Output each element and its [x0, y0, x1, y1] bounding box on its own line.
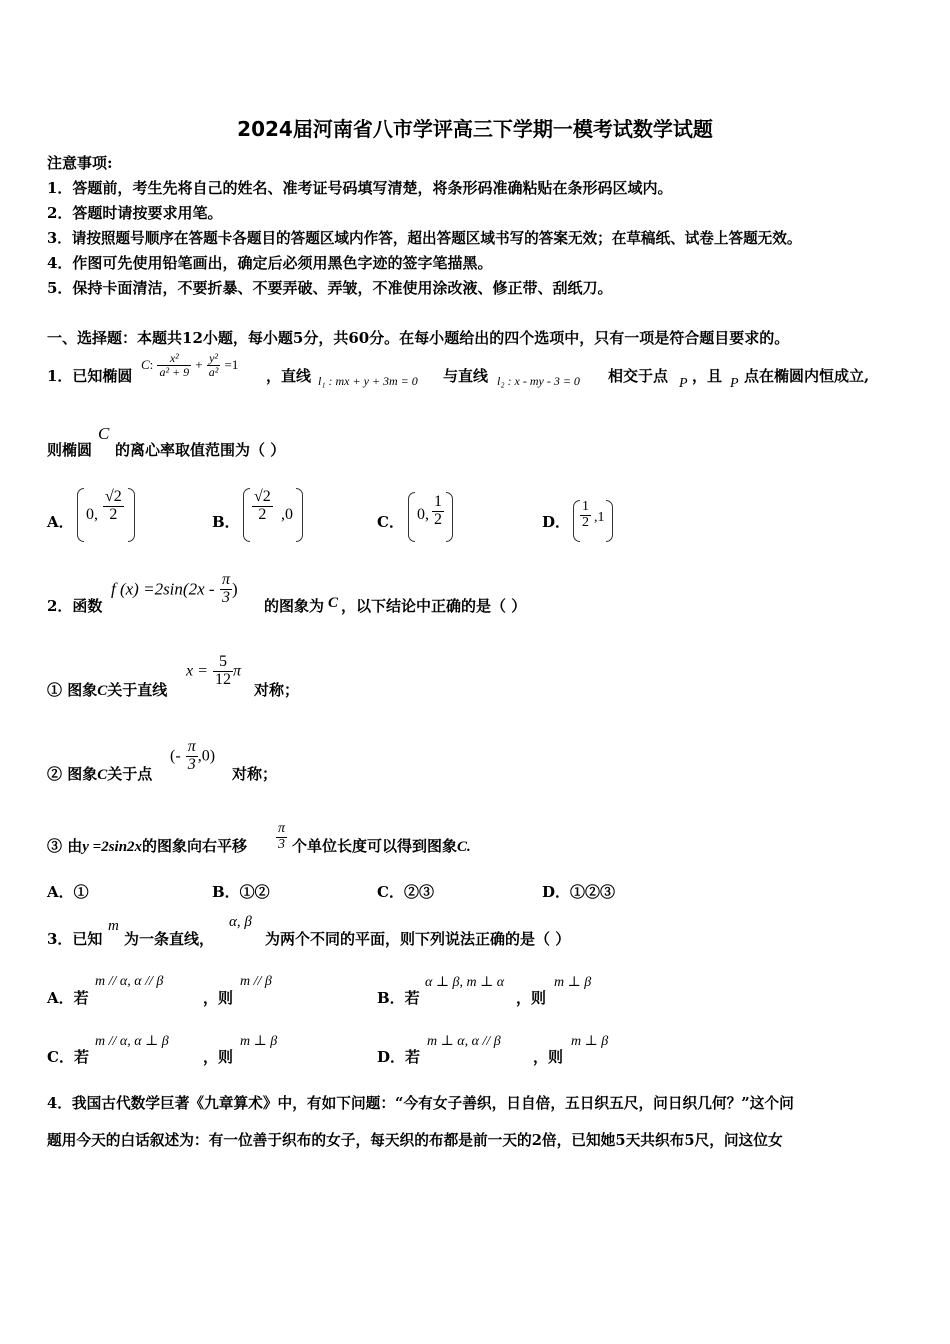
notes-heading: 注意事项: [47, 154, 113, 172]
q2-statement-2: ② 图象C关于点 [47, 765, 153, 783]
q1-option-c-right-paren [446, 492, 453, 542]
q3-option-b-result: m ⊥ β [554, 975, 592, 990]
q3-option-d-condition: m ⊥ α, α // β [427, 1034, 501, 1049]
note-item: 2．答题时请按要求用笔。 [47, 204, 223, 222]
q2-statement-2-formula: (- $\frac{\pi}{3}$ ,0) [170, 738, 216, 773]
q3-option-d-label: D．若 [377, 1048, 421, 1066]
q1-option-b-label: B． [212, 513, 240, 531]
q3-option-c-result: m ⊥ β [240, 1034, 278, 1049]
q1-option-d-right-paren [606, 500, 613, 542]
q3-option-a-label: A．若 [47, 989, 89, 1007]
q3-option-b-label: B．若 [377, 989, 420, 1007]
q3-text: 3．已知 [47, 930, 103, 948]
q3-option-c-then: ，则 [203, 1048, 234, 1066]
q1-line1-formula: l₁ : mx + y + 3m = 0 [318, 374, 418, 388]
q1-text: ，且 [692, 367, 723, 385]
page-title: 2024届河南省八市学评高三下学期一模考试数学试题 [237, 117, 713, 141]
q2-function-formula: f (x) =2sin(2x - $\frac{\pi}{3}$ ) [111, 571, 238, 606]
q1-c: C [98, 424, 110, 443]
q3-option-d-result: m ⊥ β [571, 1034, 609, 1049]
q1-option-a-right-bracket [128, 488, 135, 542]
q2-option-a: A．① [47, 883, 89, 901]
q2-text: 的图象为 [264, 597, 325, 615]
q3-option-a-then: ，则 [203, 989, 234, 1007]
q1-option-a-fraction: $\frac{√2}{2}$ [105, 488, 122, 523]
q3-option-d-then: ，则 [533, 1048, 564, 1066]
q2-statement-3-fraction: $\frac{\pi}{3}$ [278, 821, 286, 852]
q3-text: 为两个不同的平面，则下列说法正确的是（ ） [265, 930, 571, 948]
q2-statement-2-tail: 对称； [232, 765, 278, 783]
q1-option-a-zero: 0, [86, 506, 98, 523]
note-item: 1．答题前，考生先将自己的姓名、准考证号码填写清楚，将条形码准确粘贴在条形码区域内。 [47, 179, 673, 197]
q1-text: 1．已知椭圆 [47, 367, 133, 385]
q1-point-p: P [679, 376, 688, 391]
q1-text: 的离心率取值范围为（ ） [115, 441, 286, 459]
q1-ellipse-formula: C: $\frac{\text{x²}}{\text{a² + 9}}$ + $\frac{\text{y²}}{\text{a²}}$ =1 [141, 351, 239, 379]
section-heading: 一、选择题：本题共12小题，每小题5分，共60分。在每小题给出的四个选项中，只有一项是符合题目要求的。 [47, 329, 790, 347]
q2-statement-3-tail: 个单位长度可以得到图象C. [292, 837, 471, 855]
q1-text: 点在椭圆内恒成立, [744, 367, 870, 385]
q1-option-b-fraction: $\frac{√2}{2}$ [254, 488, 271, 523]
q3-option-c-condition: m // α, α ⊥ β [95, 1034, 169, 1049]
q1-option-d-left-paren [573, 500, 580, 542]
q1-text: ，直线 [266, 367, 312, 385]
q4-line: 4．我国古代数学巨著《九章算术》中，有如下问题：“今有女子善织，日自倍，五日织五尺，问日织几何？”这个问 [47, 1095, 794, 1112]
q1-option-d-label: D． [542, 513, 571, 531]
q2-option-b: B．①② [212, 883, 270, 901]
q3-planes: α, β [229, 914, 252, 930]
q1-option-c-fraction: $\frac{1}{2}$ [434, 493, 442, 528]
q1-option-b-left-bracket [243, 488, 250, 542]
q2-statement-1-tail: 对称； [254, 681, 300, 699]
q1-text: 相交于点 [608, 367, 669, 385]
q1-option-a-left-paren [77, 488, 84, 542]
q1-option-c-zero: 0, [417, 506, 429, 523]
q1-option-d-tail: ,1 [594, 510, 605, 525]
q2-option-d: D．①②③ [542, 883, 616, 901]
q3-text: 为一条直线， [124, 930, 215, 948]
q1-option-c-left-paren [408, 492, 415, 542]
note-item: 5．保持卡面清洁，不要折暴、不要弄破、弄皱，不准使用涂改液、修正带、刮纸刀。 [47, 279, 613, 297]
q1-option-b-right-paren [296, 488, 303, 542]
q1-option-c-label: C． [377, 513, 404, 531]
q1-text: 则椭圆 [47, 441, 93, 459]
q2-statement-3: ③ 由y =2sin2x的图象向右平移 [47, 837, 248, 855]
q2-text: ，以下结论中正确的是（ ） [341, 597, 527, 615]
q4-line: 题用今天的白话叙述为：有一位善于织布的女子，每天织的布都是前一天的2倍，已知她5天共织布5尺，问这位女 [47, 1132, 783, 1149]
q1-option-d-fraction: $\frac{1}{2}$ [582, 499, 589, 530]
q2-option-c: C．②③ [377, 883, 434, 901]
q3-option-a-result: m // β [240, 974, 272, 989]
q3-option-b-then: ，则 [516, 989, 547, 1007]
q2-text: 2．函数 [47, 597, 103, 615]
q1-line2-formula: l₂ : x - my - 3 = 0 [497, 374, 580, 388]
q1-point-p: P [730, 376, 739, 391]
q3-option-c-label: C．若 [47, 1048, 89, 1066]
q1-option-b-tail: ,0 [281, 506, 293, 523]
q2-statement-1-formula: x = $\frac{5}{12}$ π [186, 653, 242, 688]
q1-text: 与直线 [443, 367, 489, 385]
note-item: 3．请按照题号顺序在答题卡各题目的答题区域内作答，超出答题区域书写的答案无效；在草稿纸、试卷上答题无效。 [47, 230, 802, 247]
q2-statement-1: ① 图象C关于直线 [47, 681, 168, 699]
note-item: 4．作图可先使用铅笔画出，确定后必须用黑色字迹的签字笔描黑。 [47, 254, 493, 272]
q3-m: m [108, 918, 119, 934]
q1-option-a-label: A． [47, 513, 74, 531]
q3-option-b-condition: α ⊥ β, m ⊥ α [425, 975, 505, 990]
q2-c: C [328, 595, 339, 611]
q3-option-a-condition: m // α, α // β [95, 974, 164, 989]
